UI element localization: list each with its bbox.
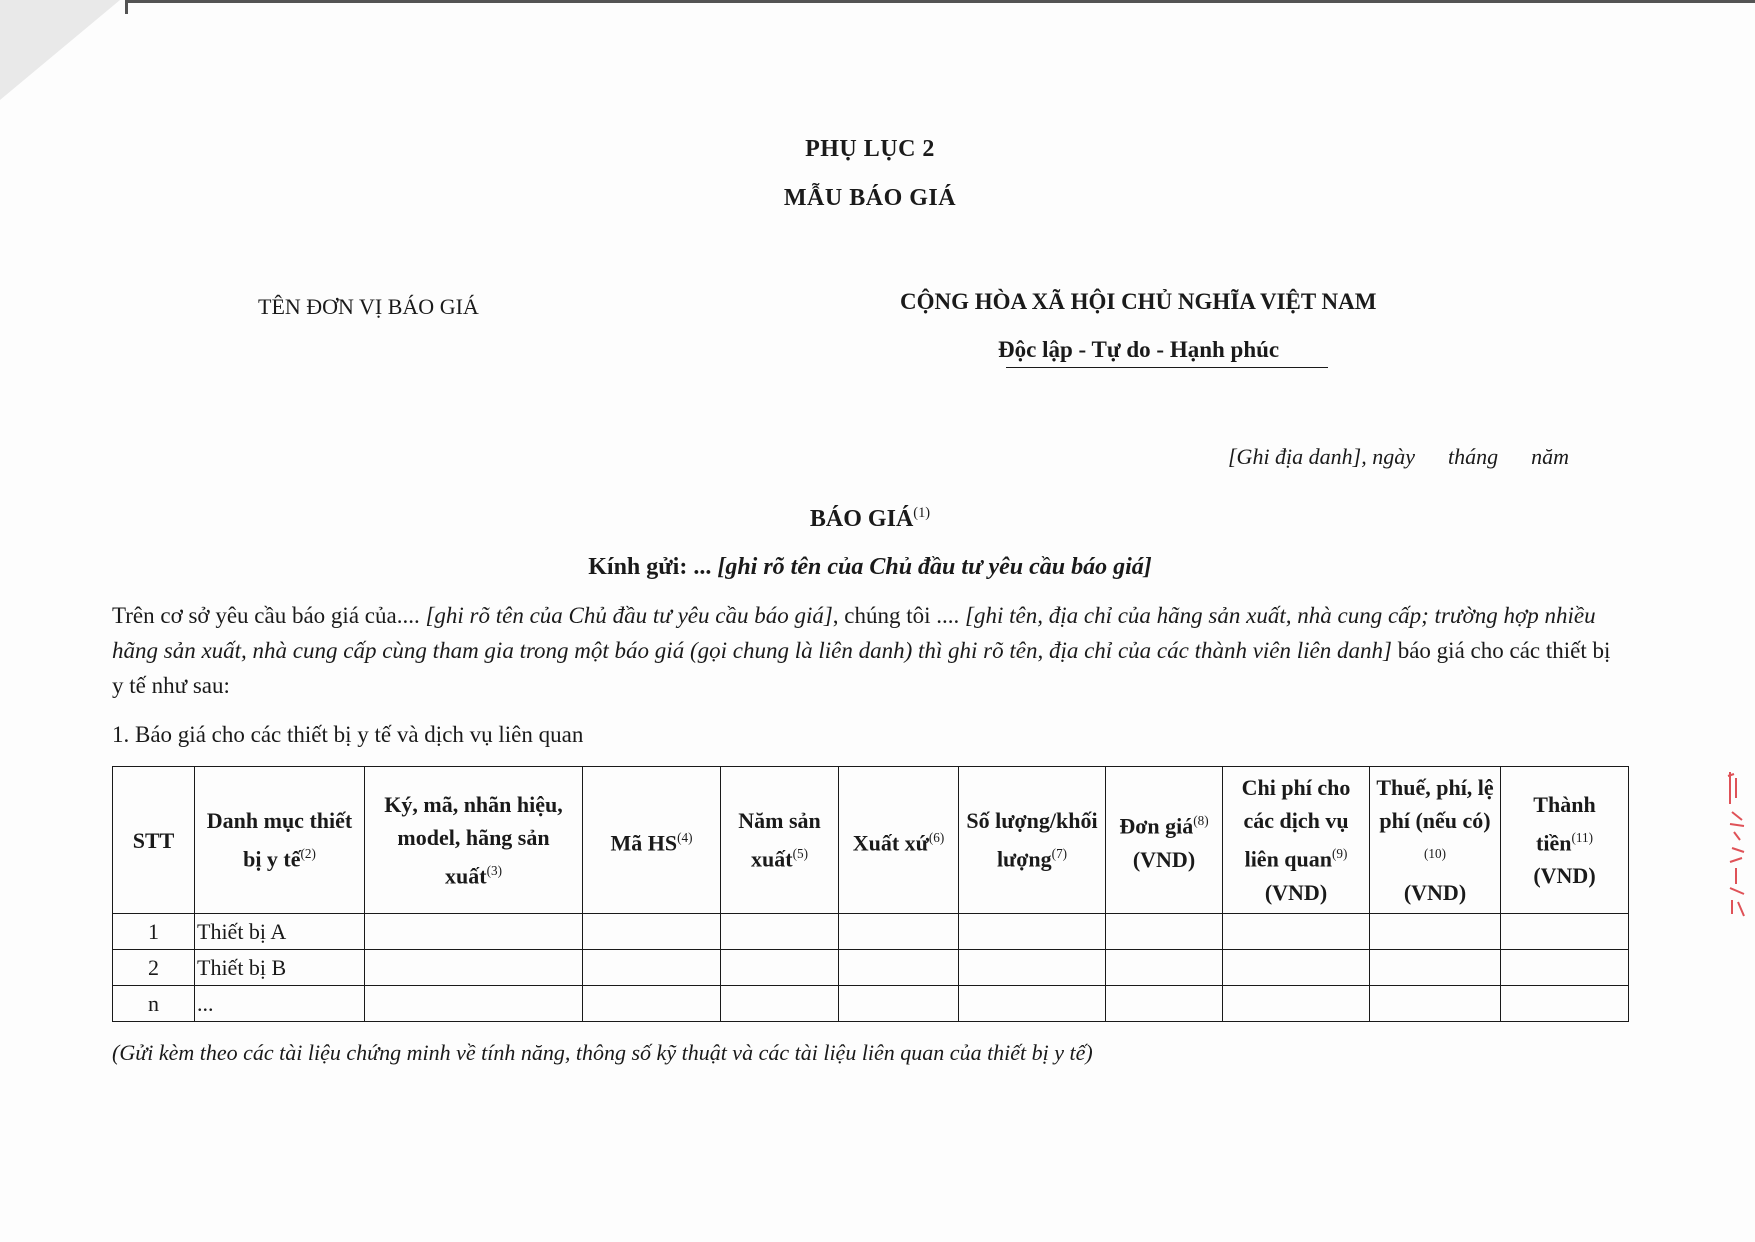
- header-service-cost: Chi phí cho các dịch vụ liên quan$^{(9)}$ (VND): [1223, 767, 1370, 914]
- cell-device: ...: [195, 986, 365, 1022]
- table-row: [113, 914, 1629, 950]
- table-row: [113, 950, 1629, 986]
- table-header-row: [113, 767, 1629, 914]
- header-production-year: Năm sản xuất$^{(5)}$: [721, 767, 839, 914]
- national-motto: Độc lập - Tự do - Hạnh phúc: [998, 337, 1280, 362]
- addressee-label: Kính gửi: ...: [588, 554, 712, 580]
- intro-text-1: Trên cơ sở yêu cầu báo giá của....: [112, 603, 426, 628]
- appendix-title: PHỤ LỤC 2: [805, 136, 935, 162]
- place-date-line: [Ghi địa danh], ngày tháng năm: [1228, 444, 1569, 469]
- page-edge: [125, 0, 1755, 14]
- cell-stt: 2: [113, 950, 195, 986]
- header-origin: Xuất xứ$^{(6)}$: [839, 767, 959, 914]
- quote-title-note: (1): [913, 505, 931, 521]
- cell-device: Thiết bị B: [195, 950, 365, 986]
- table-row: [113, 986, 1629, 1022]
- header-quantity: Số lượng/khối lượng$^{(7)}$: [959, 767, 1106, 914]
- red-stamp-mark: [1724, 768, 1750, 918]
- cell-device: Thiết bị A: [195, 914, 365, 950]
- intro-text-4: [ghi tên, địa chỉ của hãng sản xuất, nhà cung cấp; trường hợp nhiều hãng sản xuất, nhà cung cấp cùng tham gia trong một báo giá (gọi chung là liên danh) thì ghi rõ tên, địa chỉ của các thành viên liên danh]: [112, 603, 1596, 663]
- form-title: MẪU BÁO GIÁ: [783, 185, 957, 211]
- header-hs-code: Mã HS$^{(4)}$: [583, 767, 721, 914]
- intro-text-3: , chúng tôi ....: [832, 603, 966, 628]
- attachment-note: (Gửi kèm theo các tài liệu chứng minh về tính năng, thông số kỹ thuật và các tài liệu liên quan của thiết bị y tế): [112, 1040, 1093, 1065]
- addressee-value: [ghi rõ tên của Chủ đầu tư yêu cầu báo giá]: [717, 554, 1152, 580]
- page-fold-corner: [0, 0, 120, 100]
- header-total: Thành tiền$^{(11)}$ (VND): [1501, 767, 1629, 914]
- intro-text-2: [ghi rõ tên của Chủ đầu tư yêu cầu báo giá]: [425, 603, 833, 628]
- cell-stt: 1: [113, 914, 195, 950]
- intro-text-5: báo giá cho các thiết bị y tế như sau:: [112, 638, 1611, 698]
- quote-title-text: BÁO GIÁ: [809, 506, 914, 532]
- addressee-line: [0, 554, 1740, 581]
- country-name: CỘNG HÒA XÃ HỘI CHỦ NGHĨA VIỆT NAM: [900, 289, 1377, 314]
- motto-underline: [1006, 367, 1328, 368]
- intro-paragraph: [112, 598, 1612, 703]
- header-unit-price: Đơn giá$^{(8)}$ (VND): [1106, 767, 1223, 914]
- header-model-brand: Ký, mã, nhãn hiệu, model, hãng sản xuất$^{(3)}$: [365, 767, 583, 914]
- section-heading-1: 1. Báo giá cho các thiết bị y tế và dịch vụ liên quan: [112, 722, 584, 747]
- header-device-list: Danh mục thiết bị y tế$^{(2)}$: [195, 767, 365, 914]
- quote-table: [112, 766, 1629, 1022]
- quote-title: [0, 505, 1740, 533]
- quoting-unit-name: TÊN ĐƠN VỊ BÁO GIÁ: [258, 294, 479, 319]
- cell-stt: n: [113, 986, 195, 1022]
- header-stt: STT: [113, 767, 195, 914]
- header-taxes-fees: Thuế, phí, lệ phí (nếu có)$^{(10)}$ (VND): [1370, 767, 1501, 914]
